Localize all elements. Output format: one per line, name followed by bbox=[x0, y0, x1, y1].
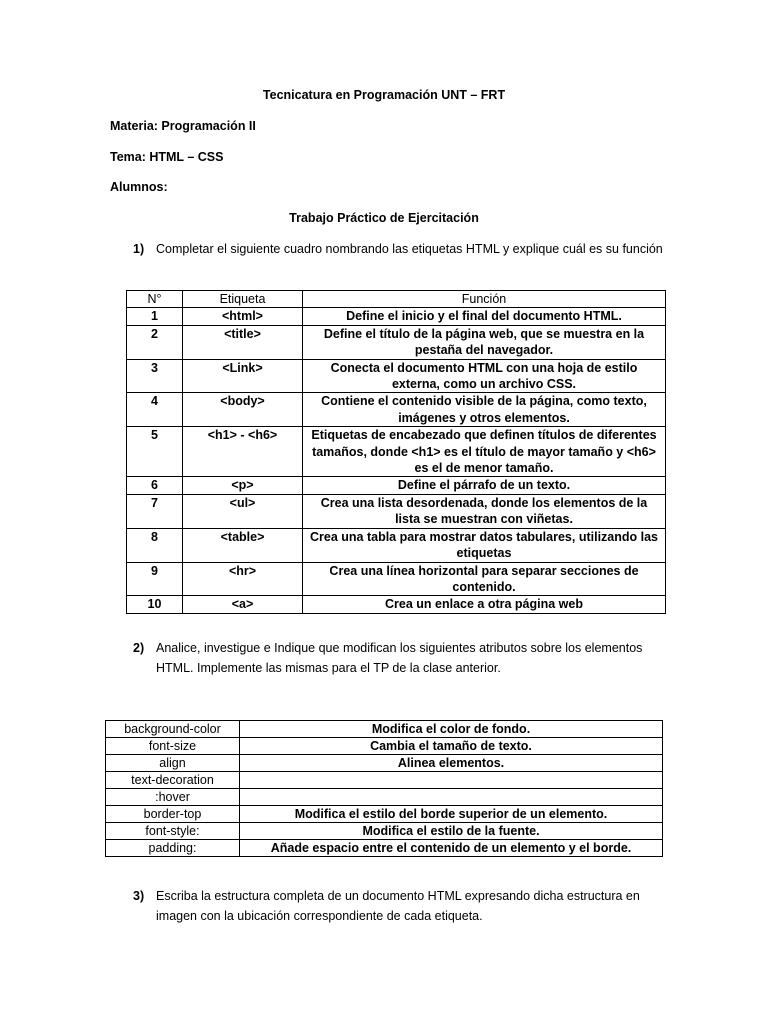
table-row bbox=[106, 772, 663, 789]
row-attribute: :hover bbox=[106, 789, 240, 806]
question-3-number: 3) bbox=[133, 889, 145, 903]
row-description bbox=[240, 789, 663, 806]
row-number: 2 bbox=[127, 325, 183, 359]
question-1-text: Completar el siguiente cuadro nombrando las etiquetas HTML y explique cuál es su función bbox=[156, 242, 663, 256]
table-row bbox=[127, 528, 666, 562]
row-function: Crea un enlace a otra página web bbox=[303, 596, 666, 613]
table-row bbox=[127, 308, 666, 325]
table-row bbox=[127, 494, 666, 528]
row-attribute: background-color bbox=[106, 721, 240, 738]
question-2-text: Analice, investigue e Indique que modifican los siguientes atributos sobre los elementos HTML. Implemente las mismas para el TP de la clase anterior. bbox=[156, 641, 643, 675]
row-function: Crea una línea horizontal para separar secciones de contenido. bbox=[303, 562, 666, 596]
row-tag: <a> bbox=[183, 596, 303, 613]
row-number: 6 bbox=[127, 477, 183, 494]
question-2 bbox=[133, 638, 663, 678]
row-function: Define el inicio y el final del documento HTML. bbox=[303, 308, 666, 325]
header-tag: Etiqueta bbox=[183, 291, 303, 308]
header-function: Función bbox=[303, 291, 666, 308]
row-tag: <table> bbox=[183, 528, 303, 562]
row-tag: <p> bbox=[183, 477, 303, 494]
table-row bbox=[127, 562, 666, 596]
row-attribute: text-decoration bbox=[106, 772, 240, 789]
document-title: Tecnicatura en Programación UNT – FRT bbox=[262, 88, 506, 102]
row-number: 9 bbox=[127, 562, 183, 596]
row-attribute: border-top bbox=[106, 806, 240, 823]
row-description: Cambia el tamaño de texto. bbox=[240, 738, 663, 755]
row-function: Etiquetas de encabezado que definen títulos de diferentes tamaños, donde <h1> es el título de mayor tamaño y <h6> es el de menor tamaño. bbox=[303, 427, 666, 477]
row-description: Modifica el estilo de la fuente. bbox=[240, 823, 663, 840]
row-number: 7 bbox=[127, 494, 183, 528]
row-tag: <hr> bbox=[183, 562, 303, 596]
question-1-number: 1) bbox=[133, 242, 145, 256]
row-function: Define el párrafo de un texto. bbox=[303, 477, 666, 494]
row-function: Define el título de la página web, que se muestra en la pestaña del navegador. bbox=[303, 325, 666, 359]
table-row bbox=[106, 823, 663, 840]
question-3-text: Escriba la estructura completa de un documento HTML expresando dicha estructura en imagen con la ubicación correspondiente de cada etiqueta. bbox=[156, 889, 640, 923]
table-row bbox=[127, 477, 666, 494]
row-tag: <h1> - <h6> bbox=[183, 427, 303, 477]
row-tag: <html> bbox=[183, 308, 303, 325]
table-row bbox=[106, 755, 663, 772]
row-number: 1 bbox=[127, 308, 183, 325]
header-number: N° bbox=[127, 291, 183, 308]
row-description: Modifica el color de fondo. bbox=[240, 721, 663, 738]
row-function: Crea una tabla para mostrar datos tabulares, utilizando las etiquetas bbox=[303, 528, 666, 562]
table-row bbox=[127, 359, 666, 393]
css-attributes-table bbox=[105, 720, 663, 857]
row-number: 3 bbox=[127, 359, 183, 393]
table-row bbox=[127, 596, 666, 613]
table-row bbox=[127, 427, 666, 477]
row-tag: <body> bbox=[183, 393, 303, 427]
table-row bbox=[106, 806, 663, 823]
row-attribute: font-style: bbox=[106, 823, 240, 840]
table-row bbox=[127, 393, 666, 427]
row-description bbox=[240, 772, 663, 789]
row-tag: <title> bbox=[183, 325, 303, 359]
question-1 bbox=[133, 239, 663, 259]
alumnos-line: Alumnos: bbox=[110, 180, 168, 194]
table-row bbox=[106, 721, 663, 738]
row-attribute: font-size bbox=[106, 738, 240, 755]
row-number: 5 bbox=[127, 427, 183, 477]
table-row bbox=[106, 789, 663, 806]
materia-line: Materia: Programación II bbox=[110, 119, 256, 133]
row-description: Añade espacio entre el contenido de un elemento y el borde. bbox=[240, 840, 663, 857]
row-number: 4 bbox=[127, 393, 183, 427]
row-tag: <ul> bbox=[183, 494, 303, 528]
table-row bbox=[106, 840, 663, 857]
row-function: Conecta el documento HTML con una hoja de estilo externa, como un archivo CSS. bbox=[303, 359, 666, 393]
question-2-number: 2) bbox=[133, 641, 145, 655]
row-function: Crea una lista desordenada, donde los elementos de la lista se muestran con viñetas. bbox=[303, 494, 666, 528]
row-attribute: align bbox=[106, 755, 240, 772]
question-3 bbox=[133, 886, 663, 926]
tema-line: Tema: HTML – CSS bbox=[110, 150, 224, 164]
table-row bbox=[106, 738, 663, 755]
row-number: 10 bbox=[127, 596, 183, 613]
row-description: Modifica el estilo del borde superior de un elemento. bbox=[240, 806, 663, 823]
html-tags-table bbox=[126, 290, 666, 614]
assignment-subtitle: Trabajo Práctico de Ejercitación bbox=[289, 211, 479, 225]
row-number: 8 bbox=[127, 528, 183, 562]
row-description: Alinea elementos. bbox=[240, 755, 663, 772]
row-attribute: padding: bbox=[106, 840, 240, 857]
table-header-row bbox=[127, 291, 666, 308]
table-row bbox=[127, 325, 666, 359]
row-function: Contiene el contenido visible de la página, como texto, imágenes y otros elementos. bbox=[303, 393, 666, 427]
row-tag: <Link> bbox=[183, 359, 303, 393]
